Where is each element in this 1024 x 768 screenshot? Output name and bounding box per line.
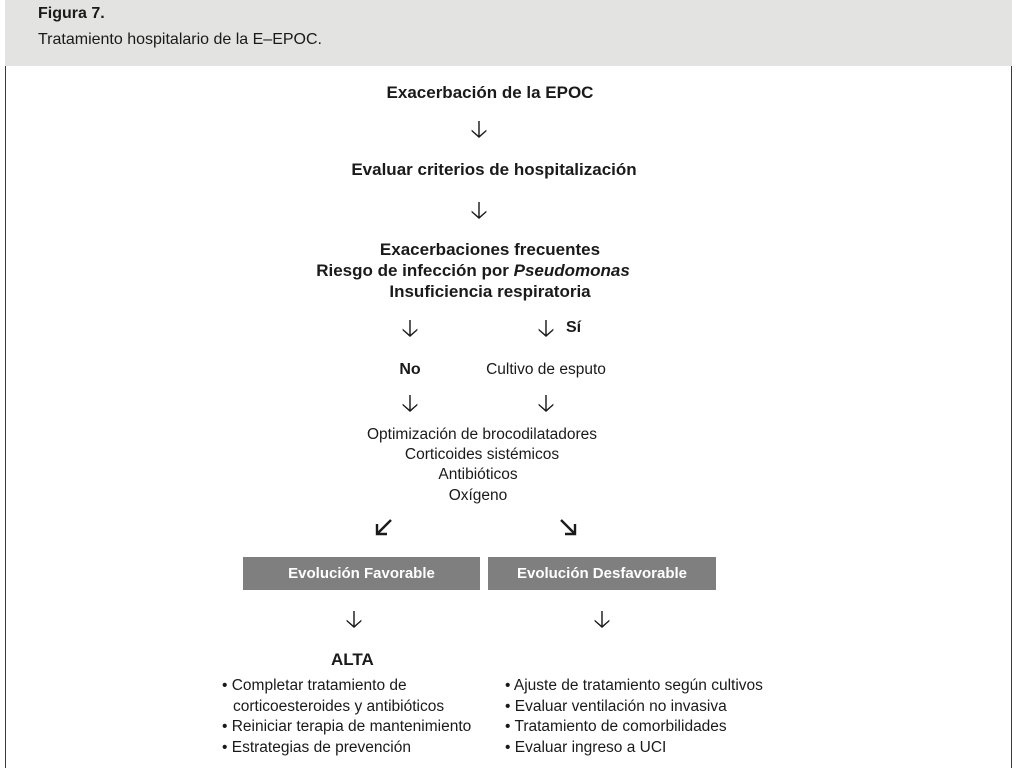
- unfavorable-outcome-box: [488, 557, 716, 590]
- criteria-line-2-italic: Pseudomonas: [513, 261, 630, 280]
- figure-caption: Tratamiento hospitalario de la E–EPOC.: [38, 31, 322, 48]
- list-item: corticoesteroides y antibióticos: [233, 697, 445, 715]
- list-item: • Estrategias de prevención: [222, 738, 411, 756]
- unfavorable-outcome-label: Evolución Desfavorable: [516, 565, 688, 582]
- list-item: • Evaluar ingreso a UCI: [505, 738, 667, 756]
- arrow-down-right-icon: [556, 515, 580, 539]
- arrow-down-icon: 🡣: [401, 315, 419, 342]
- criteria-line-2-prefix: Riesgo de infección por: [316, 261, 514, 280]
- discharge-title: ALTA: [331, 650, 374, 669]
- list-item: • Completar tratamiento de: [222, 677, 407, 694]
- treatment-item: Oxígeno: [448, 487, 508, 504]
- branch-yes-label: Sí: [566, 319, 582, 336]
- arrow-down-icon: 🡣: [593, 606, 611, 633]
- arrow-down-icon: 🡣: [470, 197, 488, 224]
- favorable-actions-list: [222, 676, 471, 758]
- arrow-down-icon: 🡣: [401, 390, 419, 417]
- arrow-down-icon: 🡣: [470, 116, 488, 143]
- arrow-down-icon: 🡣: [537, 315, 555, 342]
- figure-number: Figura 7.: [38, 5, 105, 22]
- criteria-line-1: Exacerbaciones frecuentes: [379, 240, 601, 259]
- list-item: • Tratamiento de comorbilidades: [505, 718, 727, 735]
- node-start: Exacerbación de la EPOC: [386, 83, 594, 102]
- arrow-down-left-icon: [372, 515, 396, 539]
- list-item: • Reiniciar terapia de mantenimiento: [222, 718, 472, 735]
- branch-no-label: No: [399, 361, 421, 378]
- treatment-item: Corticoides sistémicos: [404, 446, 560, 463]
- node-culture: Cultivo de esputo: [486, 361, 606, 378]
- arrow-down-icon: 🡣: [537, 390, 555, 417]
- figure-header: [5, 0, 1012, 66]
- treatment-item: Optimización de brocodilatadores: [366, 426, 598, 443]
- criteria-line-3: Insuficiencia respiratoria: [389, 282, 591, 301]
- list-item: • Ajuste de tratamiento según cultivos: [505, 677, 763, 694]
- treatment-item: Antibióticos: [438, 466, 518, 483]
- figure-frame: [5, 0, 1012, 768]
- list-item: • Evaluar ventilación no invasiva: [505, 697, 727, 715]
- node-evaluate: Evaluar criterios de hospitalización: [351, 160, 637, 179]
- favorable-outcome-label: Evolución Favorable: [288, 565, 435, 582]
- criteria-line-2: [316, 262, 630, 279]
- arrow-down-icon: 🡣: [345, 606, 363, 633]
- favorable-outcome-box: [243, 557, 480, 590]
- unfavorable-actions-list: [505, 676, 763, 758]
